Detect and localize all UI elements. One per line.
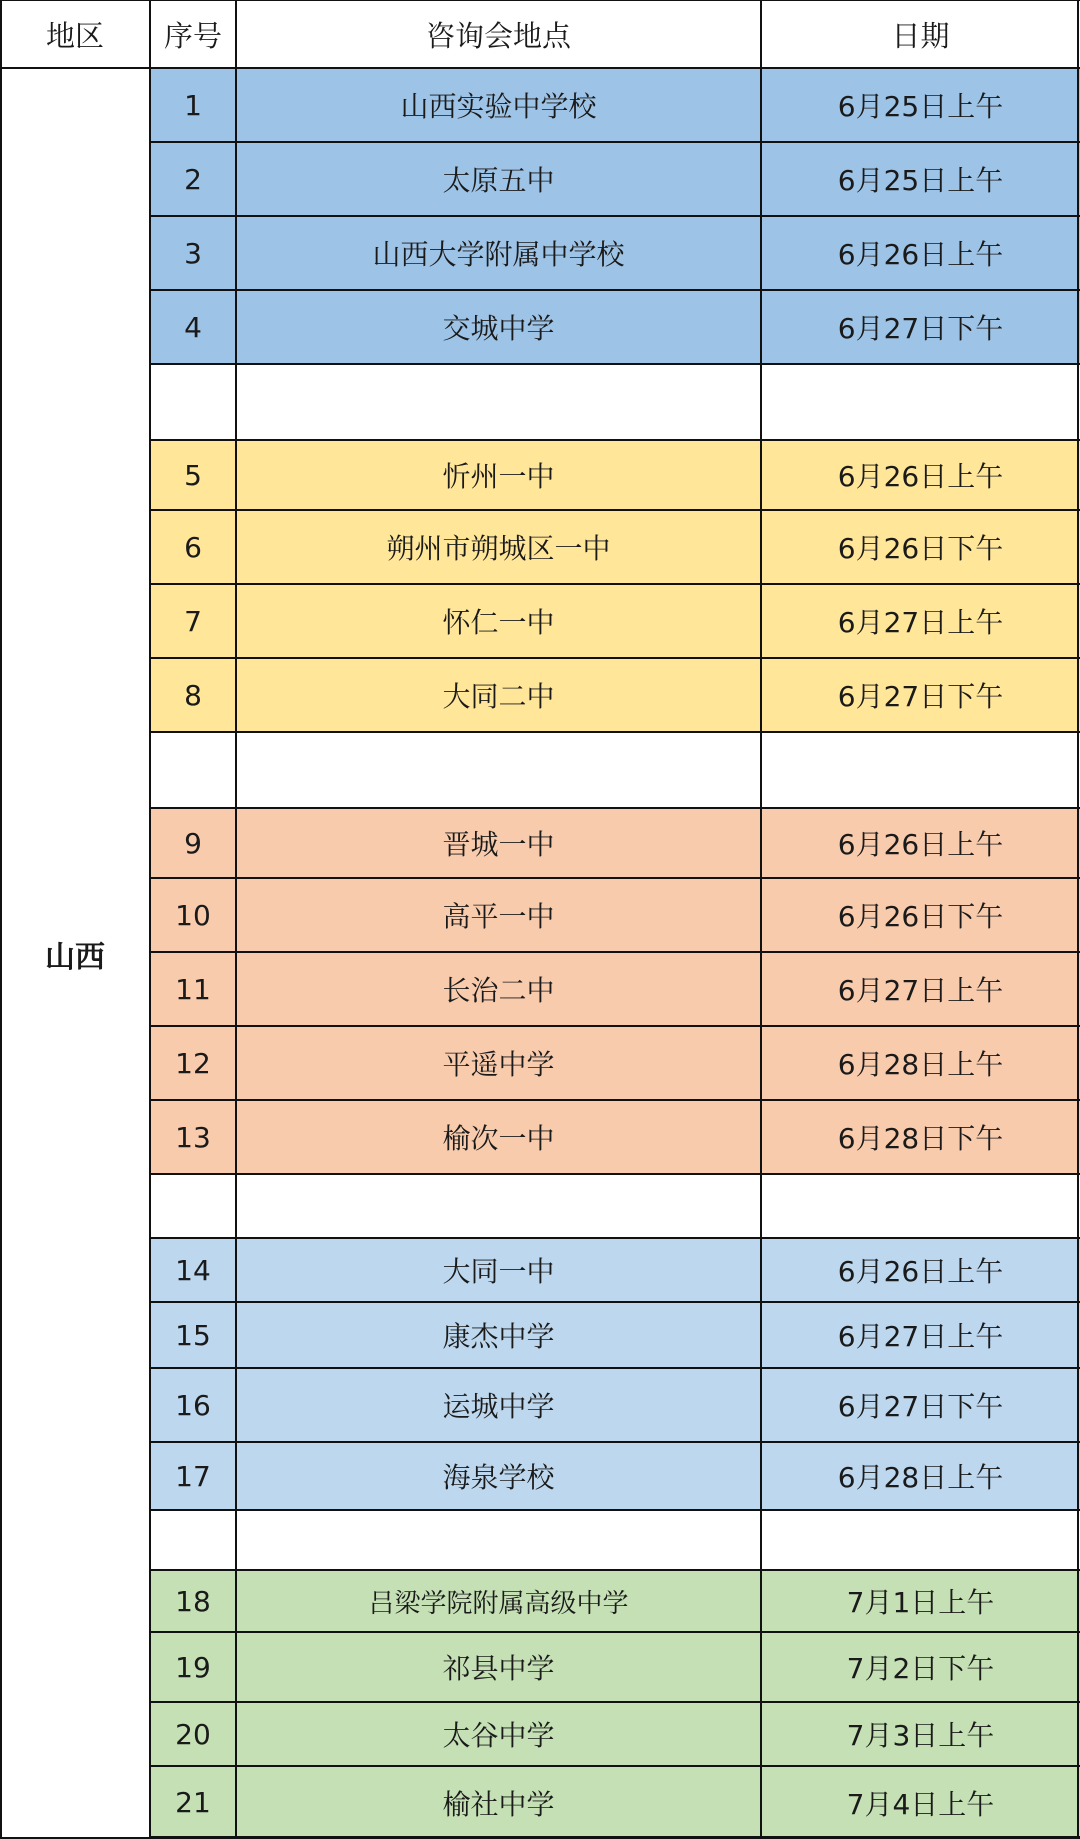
grid-hline xyxy=(150,657,1080,659)
grid-vline xyxy=(0,0,2,1839)
row-index: 9 xyxy=(150,808,236,878)
row-location: 怀仁一中 xyxy=(236,584,761,658)
grid-vline xyxy=(235,0,237,1839)
region-cell: 山西 xyxy=(0,68,150,1839)
grid-vline xyxy=(149,0,151,1839)
grid-hline xyxy=(150,1301,1080,1303)
row-index: 10 xyxy=(150,878,236,952)
row-index: 11 xyxy=(150,952,236,1026)
grid-vline xyxy=(1077,0,1079,1839)
grid-hline xyxy=(150,731,1080,733)
row-index: 20 xyxy=(150,1702,236,1766)
row-date: 6月26日上午 xyxy=(761,440,1080,510)
row-location: 晋城一中 xyxy=(236,808,761,878)
grid-hline xyxy=(150,141,1080,143)
row-date: 6月26日上午 xyxy=(761,216,1080,290)
grid-hline xyxy=(150,289,1080,291)
row-index: 12 xyxy=(150,1026,236,1100)
row-index: 18 xyxy=(150,1570,236,1632)
grid-vline xyxy=(760,0,762,1839)
row-index: 5 xyxy=(150,440,236,510)
row-location: 大同二中 xyxy=(236,658,761,732)
grid-hline xyxy=(150,1025,1080,1027)
row-date: 6月26日上午 xyxy=(761,808,1080,878)
header-location: 咨询会地点 xyxy=(236,0,761,68)
row-date: 6月27日上午 xyxy=(761,584,1080,658)
row-index: 17 xyxy=(150,1442,236,1510)
row-location: 海泉学校 xyxy=(236,1442,761,1510)
spacer-cell xyxy=(236,364,761,440)
spacer-cell xyxy=(150,1510,236,1570)
row-location: 朔州市朔城区一中 xyxy=(236,510,761,584)
row-date: 7月1日上午 xyxy=(761,1570,1080,1632)
row-index: 15 xyxy=(150,1302,236,1368)
grid-hline xyxy=(150,951,1080,953)
row-location: 大同一中 xyxy=(236,1238,761,1302)
header-region: 地区 xyxy=(0,0,150,68)
row-index: 7 xyxy=(150,584,236,658)
grid-hline xyxy=(150,1173,1080,1175)
spacer-cell xyxy=(761,364,1080,440)
grid-hline xyxy=(150,1765,1080,1767)
row-date: 7月4日上午 xyxy=(761,1766,1080,1839)
row-index: 6 xyxy=(150,510,236,584)
row-location: 太谷中学 xyxy=(236,1702,761,1766)
spacer-cell xyxy=(150,1174,236,1238)
row-index: 3 xyxy=(150,216,236,290)
spacer-cell xyxy=(236,1174,761,1238)
row-date: 6月25日上午 xyxy=(761,68,1080,142)
row-location: 太原五中 xyxy=(236,142,761,216)
row-index: 21 xyxy=(150,1766,236,1839)
spacer-cell xyxy=(150,364,236,440)
spacer-cell xyxy=(761,1510,1080,1570)
row-date: 6月25日上午 xyxy=(761,142,1080,216)
row-date: 6月27日下午 xyxy=(761,658,1080,732)
grid-hline xyxy=(150,807,1080,809)
row-date: 6月27日上午 xyxy=(761,1302,1080,1368)
row-location: 榆次一中 xyxy=(236,1100,761,1174)
row-location: 运城中学 xyxy=(236,1368,761,1442)
row-index: 2 xyxy=(150,142,236,216)
header-index: 序号 xyxy=(150,0,236,68)
row-index: 1 xyxy=(150,68,236,142)
spacer-cell xyxy=(236,732,761,808)
row-date: 6月27日上午 xyxy=(761,952,1080,1026)
grid-hline xyxy=(150,215,1080,217)
row-location: 忻州一中 xyxy=(236,440,761,510)
grid-hline xyxy=(0,67,1080,69)
row-date: 6月28日下午 xyxy=(761,1100,1080,1174)
row-date: 6月28日上午 xyxy=(761,1442,1080,1510)
row-location: 吕梁学院附属高级中学 xyxy=(236,1570,761,1632)
row-index: 8 xyxy=(150,658,236,732)
spacer-cell xyxy=(236,1510,761,1570)
grid-hline xyxy=(150,1441,1080,1443)
grid-hline xyxy=(150,1509,1080,1511)
row-location: 榆社中学 xyxy=(236,1766,761,1839)
row-location: 平遥中学 xyxy=(236,1026,761,1100)
grid-hline xyxy=(150,1569,1080,1571)
row-index: 19 xyxy=(150,1632,236,1702)
grid-hline xyxy=(150,1701,1080,1703)
grid-hline xyxy=(150,1367,1080,1369)
grid-hline xyxy=(150,583,1080,585)
row-location: 交城中学 xyxy=(236,290,761,364)
grid-hline xyxy=(150,877,1080,879)
grid-hline xyxy=(150,363,1080,365)
row-date: 6月26日上午 xyxy=(761,1238,1080,1302)
row-date: 6月26日下午 xyxy=(761,878,1080,952)
grid-hline xyxy=(150,439,1080,441)
row-date: 7月2日下午 xyxy=(761,1632,1080,1702)
header-date: 日期 xyxy=(761,0,1080,68)
row-location: 高平一中 xyxy=(236,878,761,952)
row-location: 康杰中学 xyxy=(236,1302,761,1368)
row-location: 山西实验中学校 xyxy=(236,68,761,142)
spacer-cell xyxy=(761,732,1080,808)
row-date: 6月27日下午 xyxy=(761,1368,1080,1442)
spacer-cell xyxy=(761,1174,1080,1238)
row-location: 长治二中 xyxy=(236,952,761,1026)
row-index: 13 xyxy=(150,1100,236,1174)
row-location: 山西大学附属中学校 xyxy=(236,216,761,290)
grid-hline xyxy=(150,1099,1080,1101)
grid-hline xyxy=(150,509,1080,511)
row-index: 14 xyxy=(150,1238,236,1302)
grid-hline xyxy=(150,1237,1080,1239)
row-index: 16 xyxy=(150,1368,236,1442)
row-date: 6月26日下午 xyxy=(761,510,1080,584)
row-date: 7月3日上午 xyxy=(761,1702,1080,1766)
grid-hline xyxy=(150,1631,1080,1633)
row-date: 6月28日上午 xyxy=(761,1026,1080,1100)
spacer-cell xyxy=(150,732,236,808)
row-date: 6月27日下午 xyxy=(761,290,1080,364)
grid-hline xyxy=(0,0,1080,1)
row-index: 4 xyxy=(150,290,236,364)
row-location: 祁县中学 xyxy=(236,1632,761,1702)
